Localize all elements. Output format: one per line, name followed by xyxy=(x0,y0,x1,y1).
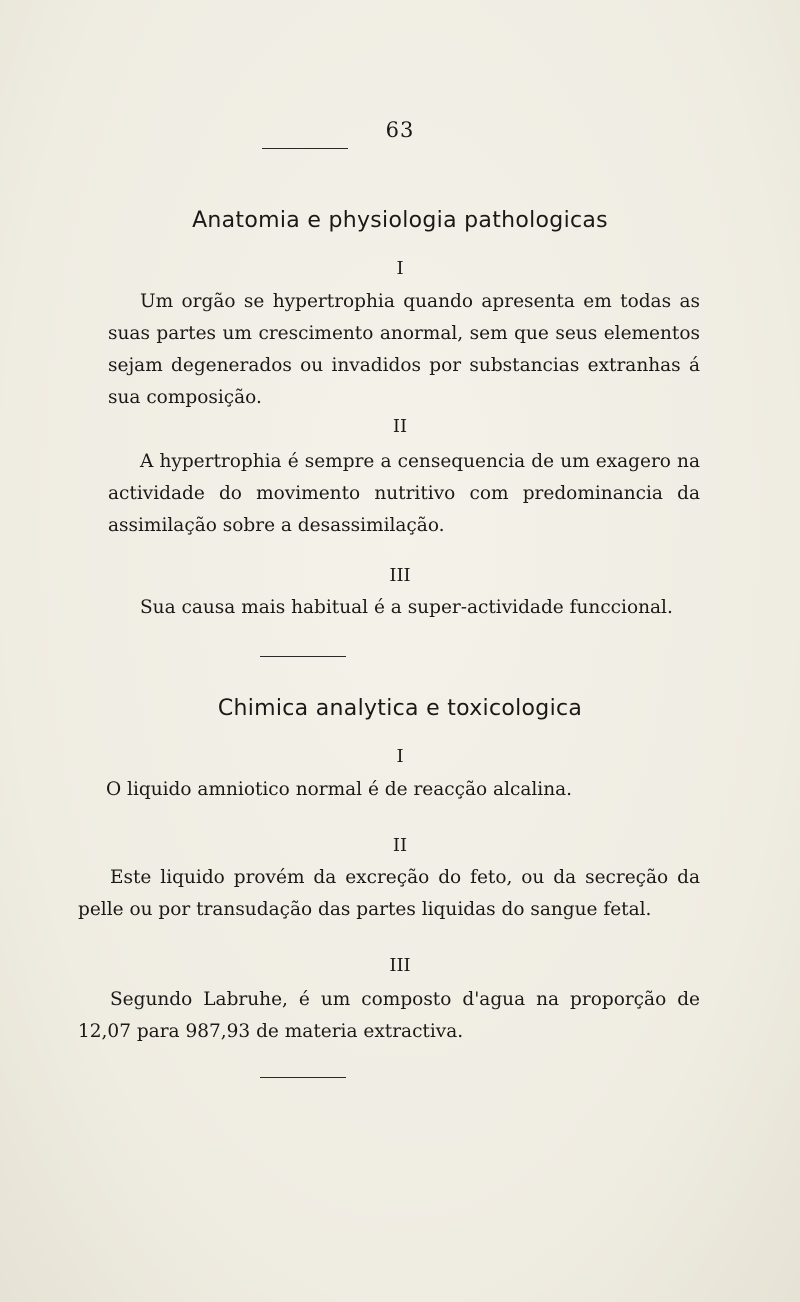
section-divider xyxy=(260,656,346,657)
proposition-text: Segundo Labruhe, é um composto d'agua na proporção de 12,07 para 987,93 de materia extractiva. xyxy=(78,989,700,1042)
proposition-numeral: III xyxy=(389,955,411,976)
proposition-numeral: I xyxy=(396,258,404,279)
page-number-rule xyxy=(262,148,348,149)
section-heading-anatomia: Anatomia e physiologia pathologicas xyxy=(192,208,608,233)
proposition-text: Este liquido provém da excreção do feto, ou da secreção da pelle ou por transudação das partes liquidas do sangue fetal. xyxy=(78,867,700,920)
proposition-text: Sua causa mais habitual é a super-actividade funccional. xyxy=(140,597,673,618)
proposition-text: O liquido amniotico normal é de reacção alcalina. xyxy=(106,779,573,800)
proposition-text: Um orgão se hypertrophia quando apresenta em todas as suas partes um crescimento anormal, sem que seus elementos sejam degenerados ou invadidos por substancias extranhas á sua composição. xyxy=(108,291,700,408)
proposition-text: A hypertrophia é sempre a censequencia de um exagero na actividade do movimento nutritivo com predominancia da assimilação sobre a desassimilação. xyxy=(108,451,700,536)
page-number: 63 xyxy=(385,118,415,142)
proposition-numeral: II xyxy=(392,416,408,437)
proposition-numeral: I xyxy=(396,746,404,767)
section-divider xyxy=(260,1077,346,1078)
proposition-numeral: II xyxy=(392,835,408,856)
proposition-numeral: III xyxy=(389,565,411,586)
section-heading-chimica: Chimica analytica e toxicologica xyxy=(217,696,583,721)
